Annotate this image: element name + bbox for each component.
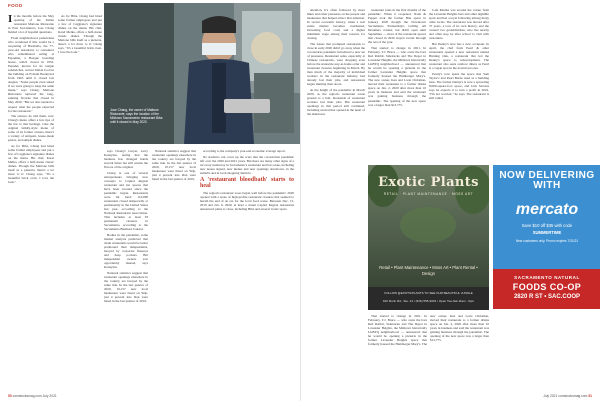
mercato-promo-code: SUMMERTIME [532, 230, 562, 235]
paragraph: Pearly's now spans the space that Sam Taylor's and Pearl Burns used as a building base. The former Denny's is now a sprawling 8,000-square-foot space, and Jack Stevens says he expects it to turn a profit in 2022. "I'm not worried," he says. The restaurant is still called [429, 71, 489, 100]
lead-paragraph [8, 14, 54, 34]
paragraph: says Chang's lawyer, Larry Kanayian, noting that the business has changed hands several times but still retains the flavors of the original. [104, 149, 148, 170]
exotic-plants-logo: Exotic Plants [378, 175, 479, 190]
mercato-logo: mercato [515, 201, 579, 218]
page-number: 50 [8, 394, 12, 398]
paragraph: according to the company's year-end economic average report. [203, 149, 286, 153]
drop-cap: I [8, 14, 13, 25]
paragraph: restaurant sales in the first months of the pandemic. When it reopened, Noah & Pepper took the former Bite space in January 2020 though the Downtown Sacramento Partnership's Calling All Dreamers contest, but didn't open until September — most of the restaurant spaces that closed in 2020 stayed vacant through the rest of the year. [368, 8, 426, 45]
coop-line-2: FOODS CO-OP [512, 282, 582, 292]
paragraph: The issues that prompted restaurants to close in early 2020 didn't go away when the coronavirus pandemic introduced a new set of pressures. Restaurant sales, especially at Chinese restaurants, were dropping even before the statewide stay-at-home order and restaurant closures beginning in March. By then much of the majority of individual workers in the restaurant industry had already lost their jobs, and restaurants began shutting their doors. [307, 41, 365, 87]
paragraph: The region's restaurant woes began well before the pandemic: 2020 opened with a spate of high-profile restaurant closures that seemed to herald the end of an era for the local food scene. Between Dec. 15, 2019 and Jan. 6, 2020, at least a dozen Capitol Region restaurants announced plans to close, including Biba and several iconic spots. [200, 191, 294, 212]
paragraph: National statistics suggest that restaurant openings elsewhere in the country are buoyed by the same tide. In the last quarter of 2020, 10,157 new local businesses were listed on Yelp, just 4 percent less than were listed in the last quarter of 2019, [104, 270, 148, 304]
left-folio [8, 394, 57, 398]
exotic-plants-tagline: Retail • Plant Maintenance • Moss Art • Plant Rental • Design [379, 265, 478, 276]
paragraph: That started to change in 2021. In February, T.J. Bruce — who owns the bars Red Rabbit, Sidetracks and The Depot in Lavender Heights, the Midtown historically LGBTQ neighborhood — announced that he would be opening a pizzeria in the former Lavender Heights space that formerly housed the Hamburger Mary's. The new owner, Ken and Lorie Chrisman, moved their restaurant to a former drinks space on Jan. 2, 2020 after more than 10 years in business and said the restaurant was gaining business through the pandemic. The opening of the new space was a larger than $13,775. [368, 45, 426, 107]
article-column-4 [200, 149, 294, 390]
paragraph: As for Biba, Chang had hired some former employees and put a few of Caggiano's signature dishes on the menu. His chef, Karel Melka, offers a half-dozen classic dishes. Though the Mattone bills itself as a pizzeria, there's a lot more to it: Chang says, "It's a beautiful brick oven. I love the look." [58, 14, 102, 55]
page-number: 51 [588, 394, 592, 398]
exotic-plants-subtitle: RETAIL · PLANT MAINTENANCE · MOSS ART [383, 192, 474, 196]
section-tag: FOOD [8, 3, 23, 8]
article-column-2 [104, 149, 148, 390]
mercato-ad[interactable] [493, 165, 600, 269]
lead-text: n the months before the May opening of his Italian restaurant Mattone Ristorante in East Sacramento, Jose Chang fielded a lot of hopeful questions. [8, 14, 54, 35]
right-page [300, 0, 600, 401]
mercato-headline: NOW DELIVERING WITH [499, 170, 595, 191]
site-name: comstocksmag.com [558, 394, 588, 398]
paragraph: From neighborhood pedestrians who wondered if this would be a reopening of Bareballa, the 77-year-old restaurant, to customers who remembered eating at Espadine, a Basque boarding house, which closed in 1952. Espadel, known for its tongue sandwiches, served Italian food in the building on Folsom Boulevard from 1965 until it closed last August. "Some people even asked if we were going to keep the same menu," says Chang. Mattone Ristorante replaced the long-running favorite that closed in May 2020. "But we also needed to respect what the people expected for the restaurant." [8, 35, 54, 113]
mercato-offer: Save $10 off $35 with code [521, 223, 573, 228]
paragraph: Chang is one of several entrepreneurs bringing new concepts to Capitol Region restaurant and bar spaces that have been vacated since the pandemic began. Restaurants were hit hard: 110,000 restaurants closed temporarily or permanently in the United States last year, according to the National Restaurant Association. That includes at least 93 permanent closures in Sacramento, according to the Sacramento Business Journal. [104, 170, 148, 232]
article-column-8 [368, 314, 489, 390]
issue-date: July 2021 [543, 394, 558, 398]
article-column-7 [429, 8, 489, 160]
paragraph: But Denny's now has a new occupant. In April, the chef from Pearl & other restaurants opened a new restaurant named Burning Oak, a restaurant that led the Denny's space to redevelopment. The restaurant also seats outdoor diners as Pearl is a vegan spot in the downtown area. [429, 41, 489, 71]
exotic-plants-follow: FOLLOW @EXOTICPLANTS TO SEE OUR BEAUTIFUL JUNGLE [384, 291, 473, 295]
paragraph: As for Biba, Chang had hired some former employees and put a few of Caggiano's signature dishes on the menu. His chef, Karel Melka, offers a half-dozen classic dishes. Though the Mattone bills itself as a pizzeria, there's a lot more to it: Chang says, "It's a beautiful brick oven. I love the look." [8, 143, 54, 185]
paragraph: That started to change in 2021. In February, T.J. Bruce — who owns the bars Red Rabbit, Sidetracks and The Depot in Lavender Heights, the Midtown historically LGBTQ neighborhood — announced that he would be opening a pizzeria in the former Lavender Heights space that formerly housed the Hamburger Mary's. The new owner, Ken and Lorie Chrisman, moved their restaurant to a former drinks space on Jan. 2, 2020 after more than 10 years in business and said the restaurant was gaining business through the pandemic. The opening of the new space was a larger than $13,775. [368, 314, 489, 347]
coop-address: 2820 R ST • SAC.COOP [513, 294, 581, 300]
site-name: comstocksmag.com [12, 394, 42, 398]
article-column-3 [152, 149, 196, 390]
photo-caption: Jose Chang, the owner of Mattone Ristorante, says the location of the Midtown Sacramento restaurant Biba until it closed in May 2020. [110, 108, 163, 124]
exotic-plants-ad[interactable] [368, 165, 489, 310]
article-column-1b [58, 14, 102, 390]
issue-date: July 2021 [42, 394, 57, 398]
paragraph: No statistics can cover up the scars that the coronavirus pandemic left over the 2020 and 2021 years. But there are many other signs of a recovery underway in Sacramento's restaurant and bar scene, including new leases signed, new menus and new openings downtown, in the suburbs and in local shopping districts. [200, 154, 294, 175]
chef-photo [104, 3, 300, 144]
right-folio [543, 394, 592, 398]
exotic-plants-address: 910 Florin Rd., Ste. 14 • (916) 555-3004 • Open Tue-Sat 11am - 6pm [382, 299, 475, 303]
article-column-1 [8, 14, 54, 390]
exotic-plants-footer [368, 287, 489, 310]
section-subhead: A 'restaurant bloodbath' starts to heal [200, 176, 294, 190]
paragraph: At the height of the pandemic in March 2020, as the region's restaurant scene ground to a halt, thousands of restaurant workers lost their jobs. But restaurant openings in this period still continued, including several that opened in the heart of the shutdown. [307, 87, 365, 117]
paragraph: attention, it's often followed by more hikes and other pressures on the people and businesses that helped attract that attention. In recent economic history, when a real estate market becomes overheated, increasing food costs and a higher minimum wage among their reasons for closing. [307, 8, 365, 41]
article-column-5 [307, 8, 365, 390]
mercato-disclaimer: New customers only. Promo expires 7/31/21 [515, 239, 579, 243]
paragraph: Cafe Marika was around the corner from the Lavender Heights bars and other nightlife spots and had a loyal following among many older locals. The restaurant was moved after 37 years, a tour of its own history, and the owners' two grandchildren, who live nearby and often stop by after school to visit with customers. [429, 8, 489, 41]
article-column-6 [368, 8, 426, 160]
coop-ad[interactable] [493, 269, 600, 309]
paragraph: The answer, he told them, was: Chang's menu offers a few tips of the hat to that heritage. Like the original family-style menu of some of its former owners, there's a variety of antipasti, house-made pastas, and simple dishes. [8, 114, 54, 143]
paragraph: National statistics suggest that restaurant openings elsewhere in the country are buoyed by the same tide. In the last quarter of 2020, 10,157 new local businesses were listed on Yelp, just 4 percent less than were listed in the last quarter of 2019, [152, 149, 196, 182]
coop-line-1: SACRAMENTO NATURAL [514, 275, 580, 280]
paragraph: Bodies in the pandemic, some market analysts predicted that chain restaurants would be better positioned than independents, buoyed by corporate finances and deep pockets. But independent owners saw opportunity instead, says Kanayian. [104, 232, 148, 270]
